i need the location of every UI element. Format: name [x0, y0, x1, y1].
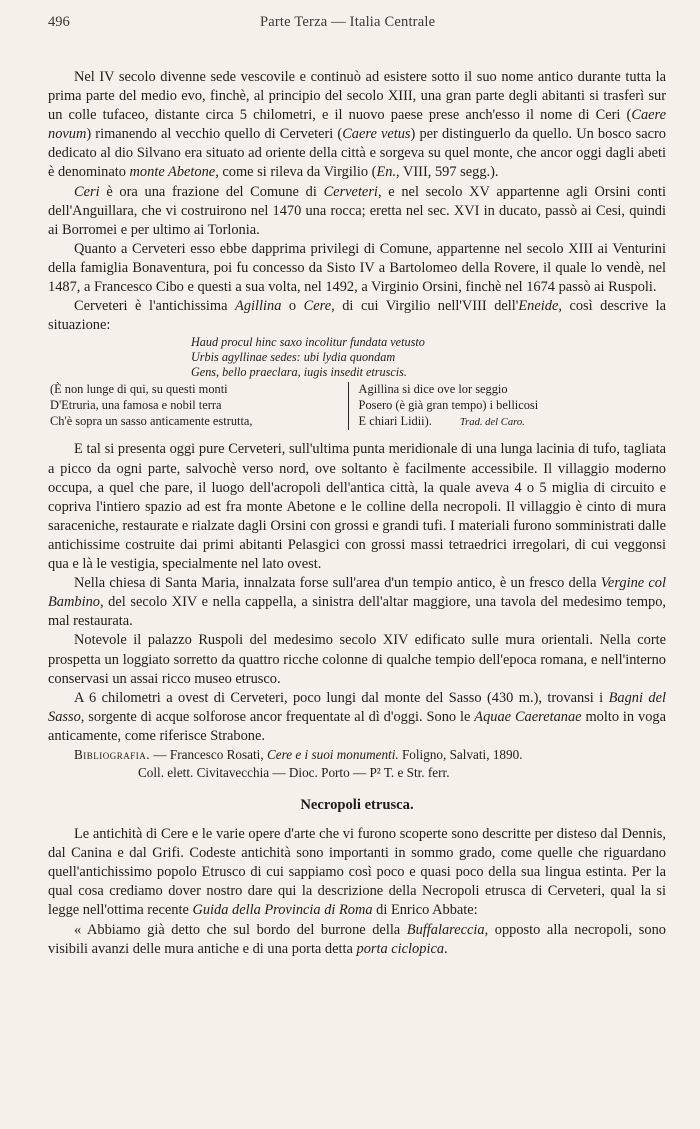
- translation-line: Posero (è già gran tempo) i bellicosi: [358, 397, 539, 412]
- translation-line: Ch'è sopra un sasso anticamente estrutta,: [50, 413, 253, 428]
- running-title: Parte Terza — Italia Centrale: [260, 14, 436, 30]
- translation-line: (È non lunge di qui, su questi monti: [50, 382, 228, 397]
- college-note: Coll. elett. Civitavecchia — Dioc. Porto — P² T. e Str. ferr.: [138, 764, 450, 780]
- verse-translation: [50, 382, 666, 430]
- translator-credit: Trad. del Caro.: [459, 416, 525, 428]
- paragraph-quote-start: « Abbiamo già detto che sul bordo del burrone della Buffalareccia, opposto alla necropoli, sono visibili avanzi delle mura antiche e di una porta detta porta ciclopica.: [48, 921, 666, 957]
- page-number: 496: [48, 14, 70, 30]
- paragraph-cerveteri-history: Quanto a Cerveteri esso ebbe dapprima privilegi di Comune, appartenne nel secolo XIII ai Venturini della famiglia Bonaventura, poi fu concesso da Sisto IV a Bartolomeo della Rovere, il quale lo vendè, nel 1487, a Francesco Cibo e questi a sua volta, nel 1492, a Virginio Orsini, finchè nel 1674 passò ai Ruspoli.: [48, 240, 666, 296]
- paragraph-santa-maria: Nella chiesa di Santa Maria, innalzata forse sull'area d'un tempio antico, è un fresco della Vergine col Bambino, del secolo XIV e nella cappella, a sinistra dell'altar maggiore, una tavola del medesimo tempo, mal restaurata.: [48, 575, 666, 630]
- latin-verse-line: Haud procul hinc saxo incolitur fundata vetusto: [191, 335, 425, 350]
- translation-right-column: [348, 382, 666, 430]
- page-header: [48, 14, 670, 34]
- bibliography-label: Bibliografia.: [74, 746, 151, 762]
- latin-verse-line: Urbis agyllinae sedes: ubi lydia quondam: [191, 349, 396, 364]
- bibliography-note: Bibliografia. — Francesco Rosati, Cere e i suoi monumenti. Foligno, Salvati, 1890.: [74, 746, 523, 762]
- section-title: Necropoli etrusca.: [300, 796, 414, 813]
- paragraph-antiquities: Le antichità di Cere e le varie opere d'arte che vi furono scoperte sono descritte per disteso dal Dennis, dal Canina e dal Grifi. Codeste antichità sono importanti in sommo grado, come quelle che riguardano quell'antichissimo popolo Etrusco di cui sappiamo così poco e quasi poco della sua lingua estinta. Per la qual cosa crediamo dover nostro dare qui la descrizione della Necropoli etrusca di Cerveteri, qual la si legge nell'ottima recente Guida della Provincia di Roma di Enrico Abbate:: [48, 826, 666, 919]
- paragraph-present-cerveteri: E tal si presenta oggi pure Cerveteri, sull'ultima punta meridionale di una lunga lacinia di tufo, tagliata a picco da ogni parte, salvochè verso nord, ove soltanto è facilmente accessibile. Il villaggio moderno occupa, a quel che pare, il luogo dell'acropoli dell'antica città, la quale aveva 4 o 5 miglia di circuito e copriva l'intiero spazio ad est fra monte Abetone e le colline della necropoli. Il villaggio è cinto di mura saraceniche, restaurate e rialzate dagli Orsini con grossi e grandi tufi. I materiali furono somministrati dalle antichissime costruite dai primi abitanti Pelasgici con grossi massi tetraedrici irregolari, di cui veggonsi qua e là le vestigia, specialmente nel lato ovest.: [48, 441, 666, 573]
- latin-verse-line: Gens, bello praeclara, iugis insedit etruscis.: [191, 364, 407, 379]
- paragraph-agillina: Cerveteri è l'antichissima Agillina o Cere, di cui Virgilio nell'VIII dell'Eneide, così descrive la situazione:: [48, 298, 667, 334]
- paragraph-palazzo-ruspoli: Notevole il palazzo Ruspoli del medesimo secolo XIV edificato sulle mura orientali. Nella corte prospetta un loggiato sorretto da quattro ricche colonne di qualche tempio dell'epoca romana, e nell'interno conservasi un assai ricco museo etrusco.: [48, 632, 666, 687]
- latin-verse: [48, 335, 666, 379]
- paragraph-bagni-sasso: A 6 chilometri a ovest di Cerveteri, poco lungi dal monte del Sasso (430 m.), trovansi i Bagni del Sasso, sorgente di acque solforose ancor frequentate al dì d'oggi. Sono le Aquae Caeretanae molto in voga anticamente, come riferisce Strabone.: [48, 689, 666, 744]
- paragraph-ceri-origin: Nel IV secolo divenne sede vescovile e continuò ad esistere sotto il suo nome antico durante tutta la prima parte del medio evo, finchè, al principio del secolo XIII, una gran parte degli abitanti si trasferì sur un colle tufaceo, distante circa 5 chilometri, e il nuovo paese prese anch'esso il nome di Ceri (Caere novum) rimanendo al vecchio quello di Cerveteri (Caere vetus) per distinguerlo da quello. Un bosco sacro dedicato al dio Silvano era situato ad oriente della città e sorgeva su quel monte, che ancor oggi dagli abeti è denominato monte Abetone, come si rileva da Virgilio (En., VIII, 597 segg.).: [48, 69, 666, 181]
- translation-line: D'Etruria, una famosa e nobil terra: [50, 397, 222, 412]
- translation-line: E chiari Lidii).: [358, 413, 432, 428]
- translation-left-column: [50, 382, 348, 430]
- page-body: [48, 68, 666, 959]
- translation-line: Agillina si dice ove lor seggio: [358, 382, 508, 397]
- paragraph-ceri-frazione: Ceri è ora una frazione del Comune di Cerveteri, e nel secolo XV appartenne agli Orsini conti dell'Anguillara, che vi costruirono nel 1470 una rocca; eretta nel sec. XVI in ducato, passò ai Cesi, quindi ai Borromei e per ultimo ai Torlonia.: [48, 183, 666, 238]
